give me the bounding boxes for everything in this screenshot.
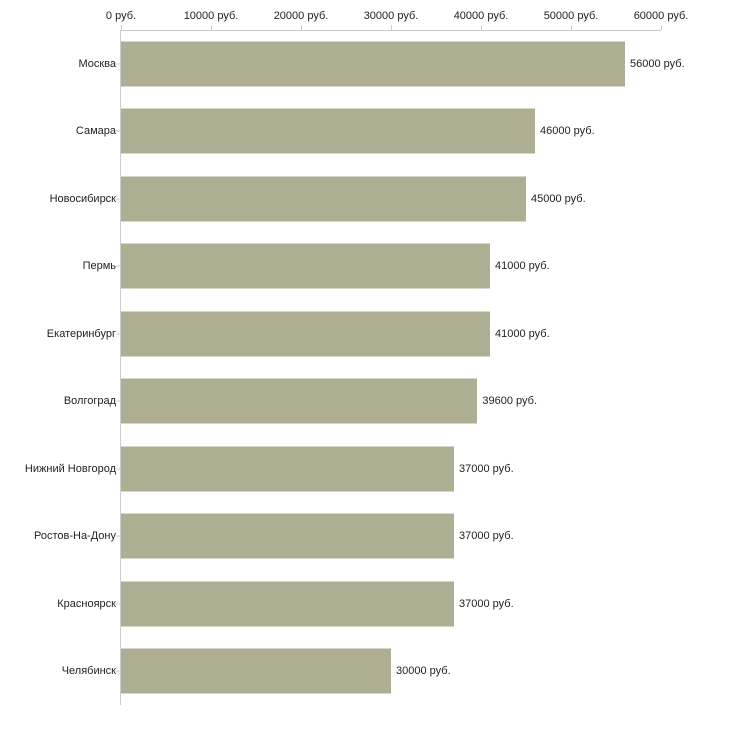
bar-row — [0, 570, 730, 638]
bar-value-label: 41000 руб. — [495, 260, 550, 273]
bar-value-label: 37000 руб. — [459, 462, 514, 475]
bar-value-label: 56000 руб. — [630, 57, 685, 70]
bar[interactable] — [121, 649, 391, 694]
x-tick-label: 20000 руб. — [273, 10, 329, 22]
category-label: Красноярск — [57, 597, 116, 610]
bar[interactable] — [121, 176, 526, 221]
bar-row — [0, 233, 730, 301]
category-label: Волгоград — [63, 395, 116, 408]
category-label: Самара — [75, 125, 116, 138]
bar-row — [0, 503, 730, 571]
bar-row — [0, 435, 730, 503]
category-label: Пермь — [82, 260, 116, 273]
category-label: Москва — [78, 57, 116, 70]
bar-row — [0, 98, 730, 166]
bar[interactable] — [121, 514, 454, 559]
bar-value-label: 37000 руб. — [459, 530, 514, 543]
bar[interactable] — [121, 581, 454, 626]
category-label: Новосибирск — [49, 192, 116, 205]
bar-value-label: 46000 руб. — [540, 125, 595, 138]
bar-row — [0, 300, 730, 368]
category-label: Ростов-На-Дону — [33, 530, 116, 543]
bar-value-label: 41000 руб. — [495, 327, 550, 340]
bar-value-label: 30000 руб. — [396, 665, 451, 678]
bar[interactable] — [121, 379, 477, 424]
bar-value-label: 37000 руб. — [459, 597, 514, 610]
bar[interactable] — [121, 41, 625, 86]
bar-row — [0, 638, 730, 706]
category-label: Нижний Новгород — [24, 462, 116, 475]
bar-row — [0, 30, 730, 98]
bar[interactable] — [121, 109, 535, 154]
x-tick-label: 30000 руб. — [363, 10, 419, 22]
x-tick-label: 40000 руб. — [453, 10, 509, 22]
bar[interactable] — [121, 311, 490, 356]
bar-row — [0, 165, 730, 233]
x-tick-label: 60000 руб. — [633, 10, 689, 22]
bar[interactable] — [121, 244, 490, 289]
x-tick-label: 50000 руб. — [543, 10, 599, 22]
bar[interactable] — [121, 446, 454, 491]
category-label: Екатеринбург — [46, 327, 116, 340]
category-label: Челябинск — [61, 665, 116, 678]
bar-value-label: 45000 руб. — [531, 192, 586, 205]
x-tick-label: 10000 руб. — [183, 10, 239, 22]
bar-row — [0, 368, 730, 436]
x-tick-label: 0 руб. — [105, 10, 137, 22]
bar-value-label: 39600 руб. — [482, 395, 538, 408]
